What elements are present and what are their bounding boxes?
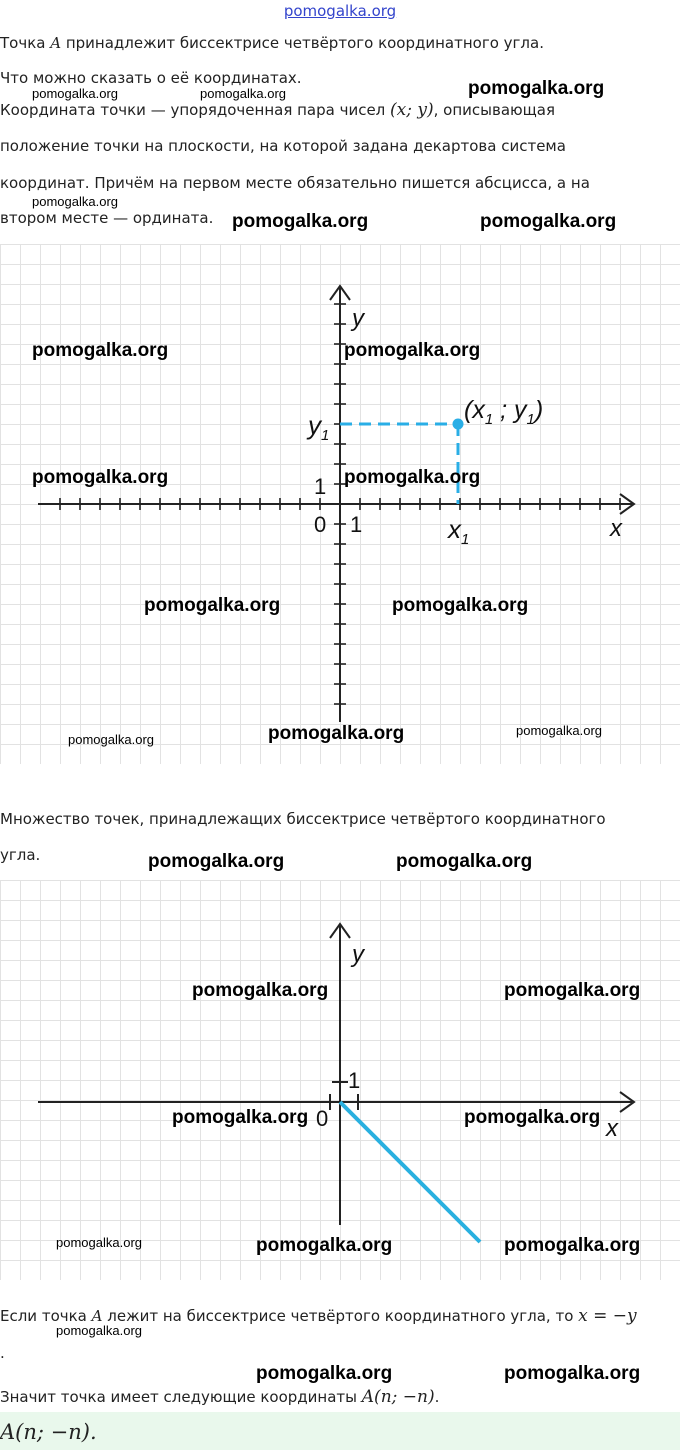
unit-label: 1 xyxy=(348,1068,361,1093)
text-part: лежит на биссектрисе четвёртого координатного угла, то xyxy=(102,1307,579,1325)
bisector-ray xyxy=(340,1102,480,1242)
math-expr: (x; y) xyxy=(390,100,434,120)
statement-line xyxy=(0,33,544,53)
watermark: pomogalka.org xyxy=(56,1235,142,1250)
text-part: Значит точка имеет следующие координаты xyxy=(0,1388,362,1406)
figure-coordinate-plane xyxy=(0,244,680,764)
watermark: pomogalka.org xyxy=(344,467,481,488)
unit-x-label: 1 xyxy=(350,512,363,537)
definition-line: координат. Причём на первом месте обязательно пишется абсцисса, а на xyxy=(0,174,590,192)
watermark: pomogalka.org xyxy=(56,1323,142,1338)
text-part: принадлежит биссектрисе четвёртого координатного угла. xyxy=(61,34,544,52)
x-axis-label: x xyxy=(606,1115,618,1142)
origin-label: 0 xyxy=(316,1106,329,1131)
watermark: pomogalka.org xyxy=(232,211,369,232)
text-part: , описывающая xyxy=(433,101,555,119)
watermark: pomogalka.org xyxy=(256,1363,393,1384)
watermark: pomogalka.org xyxy=(68,732,154,747)
watermark: pomogalka.org xyxy=(192,980,329,1001)
watermark: pomogalka.org xyxy=(504,1363,641,1384)
origin-label: 0 xyxy=(314,512,327,537)
point-marker xyxy=(453,419,464,430)
math-expr: x = −y xyxy=(578,1306,637,1326)
watermark: pomogalka.org xyxy=(32,86,118,101)
y-axis-label: y xyxy=(352,305,364,332)
watermark: pomogalka.org xyxy=(504,1235,641,1256)
figure-bisector-plot xyxy=(0,880,680,1280)
watermark: pomogalka.org xyxy=(480,211,617,232)
set-description-line: Множество точек, принадлежащих биссектрисе четвёртого координатного xyxy=(0,810,606,828)
y1-label: $y_1$ xyxy=(308,410,330,444)
unit-y-label: 1 xyxy=(314,474,327,499)
conclusion-line xyxy=(0,1387,439,1407)
text-part: Если точка xyxy=(0,1307,92,1325)
watermark: pomogalka.org xyxy=(396,851,533,872)
figure1-svg xyxy=(0,244,680,764)
watermark: pomogalka.org xyxy=(516,723,602,738)
watermark: pomogalka.org xyxy=(268,723,405,744)
y-axis-label: y xyxy=(352,941,364,968)
watermark: pomogalka.org xyxy=(32,467,169,488)
question-line: Что можно сказать о её координатах. xyxy=(0,69,302,87)
math-var: A xyxy=(91,1307,103,1325)
watermark: pomogalka.org xyxy=(172,1107,309,1128)
condition-end: . xyxy=(0,1344,5,1362)
figure2-svg xyxy=(0,880,680,1280)
point-label: ($x_1$ ; $y_1$) xyxy=(464,396,544,428)
watermark: pomogalka.org xyxy=(144,595,281,616)
watermark: pomogalka.org xyxy=(32,340,169,361)
watermark: pomogalka.org xyxy=(468,78,605,99)
watermark: pomogalka.org xyxy=(148,851,285,872)
text-part: Координата точки — упорядоченная пара чисел xyxy=(0,101,391,119)
watermark: pomogalka.org xyxy=(504,980,641,1001)
answer-box xyxy=(0,1412,680,1450)
watermark: pomogalka.org xyxy=(464,1107,601,1128)
definition-line xyxy=(0,100,555,120)
definition-line: положение точки на плоскости, на которой задана декартова система xyxy=(0,137,566,155)
watermark: pomogalka.org xyxy=(32,194,118,209)
watermark: pomogalka.org xyxy=(392,595,529,616)
math-var: A xyxy=(50,34,62,52)
set-description-line: угла. xyxy=(0,846,41,864)
math-expr: A(n; −n) xyxy=(361,1387,435,1407)
watermark: pomogalka.org xyxy=(200,86,286,101)
definition-line: втором месте — ордината. xyxy=(0,209,214,227)
watermark: pomogalka.org xyxy=(256,1235,393,1256)
text-part: . xyxy=(434,1388,440,1406)
text-part: Точка xyxy=(0,34,51,52)
answer-text: A(n; −n). xyxy=(0,1420,97,1444)
x1-label: $x_1$ xyxy=(448,514,470,548)
site-link[interactable]: pomogalka.org xyxy=(283,2,397,20)
watermark: pomogalka.org xyxy=(344,340,481,361)
x-axis-label: x xyxy=(610,515,622,542)
